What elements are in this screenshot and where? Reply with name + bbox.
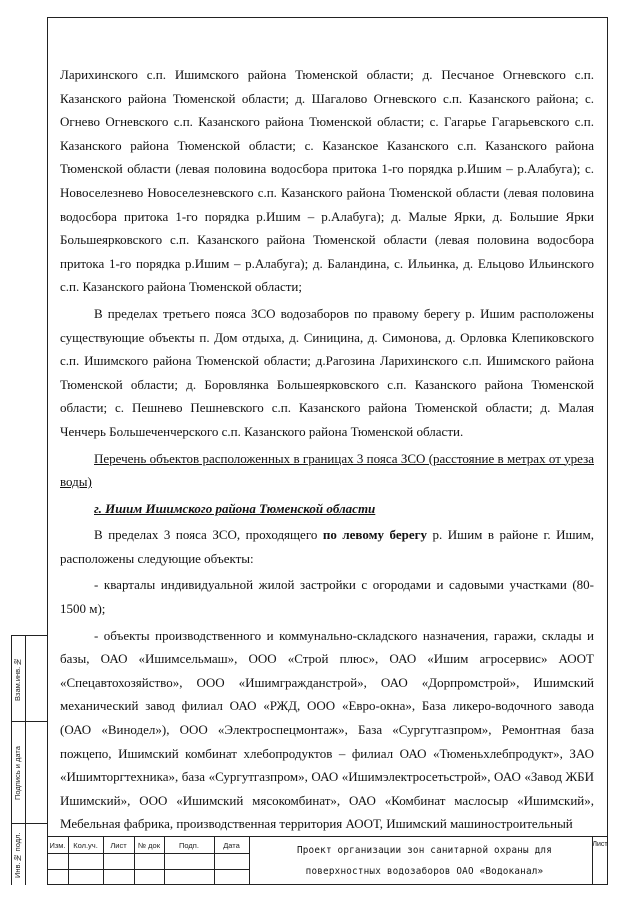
col-ndok: № док	[138, 841, 160, 850]
col-podp: Подп.	[179, 841, 199, 850]
sheet-number-label: Лист	[592, 841, 608, 848]
document-body	[60, 63, 594, 836]
section-heading	[60, 497, 594, 521]
side-stamp-signature-date-label: Подпись и дата	[13, 746, 22, 800]
side-stamp-divider	[12, 823, 48, 824]
col-kolich: Кол.уч.	[73, 841, 98, 850]
intro-text-c: р. Ишим в районе г. Ишим, расположены следующие объекты:	[60, 527, 594, 566]
intro-text-bold: по левому берегу	[322, 527, 427, 543]
title-block-row-line	[47, 853, 249, 854]
paragraph-objects-list-title: Перечень объектов расположенных в границах 3 пояса ЗСО (расстояние в метрах от уреза воды)	[60, 450, 594, 490]
intro-text-a: В пределах 3 пояса ЗСО, проходящего	[94, 527, 323, 543]
paragraph-residential-quarters: - кварталы индивидуальной жилой застройки с огородами и садовыми участками (80-1500 м);	[60, 577, 594, 617]
col-izm: Изм.	[49, 841, 66, 850]
col-list: Лист	[110, 841, 127, 850]
section-heading-text: г. Ишим Ишимского района Тюменской области	[94, 500, 376, 516]
side-stamp-divider	[12, 721, 48, 722]
project-title-line-2: поверхностных водозаборов ОАО «Водоканал»	[305, 866, 544, 877]
paragraph-left-bank-intro	[60, 523, 594, 570]
paragraph-right-bank: В пределах третьего пояса ЗСО водозаборов по правому берегу р. Ишим расположены существующие объекты п. Дом отдыха, д. Синицина, д. Симонова, д. Орловка Клепиковского с.п. Ишимского района Тюменской области; д.Рагозина Ларихинского с.п. Ишимского района Тюменской области; д. Боровлянка Большеярковского с.п. Казанского района Тюменской области; с. Пешнево Пешневского с.п. Казанского района Тюменской области; д. Малая Ченчерь Большеченчерского с.п. Казанского района Тюменской области.	[60, 305, 594, 439]
side-stamp-replace-inv-label: Взам.инв.№	[13, 657, 22, 701]
paragraph-industrial-objects: - объекты производственного и коммунально-складского назначения, гаражи, склады и базы, ОАО «Ишимсельмаш», ООО «Строй плюс», ОАО «Ишим агросервис» АООТ «Спецавтохозяйство», ООО «Ишимгражданстрой», ОАО «Дорпромстрой», Ишимский механический завод филиал ОАО «РЖД, ООО «Евро-окна», База ликеро-водочного завода (ОАО «Винодел»), ООО «Электроспецмонтаж», База «Сургутгазпром», Ремонтная база пожцепо, Ишимский комбинат хлебопродуктов – филиал ОАО «Тюменьхлебпродукт», ЗАО «Ишимторгтехника», база «Сургутгазпром», ОАО «Ишимэлектросетьстрой», ОАО «Завод ЖБИ Ишимский», ООО «Ишимский мясокомбинат», ОАО «Комбинат маслосыр «Ишимский», Мебельная фабрика, производственная территория АООТ, Ишимский машиностроительный	[60, 627, 594, 832]
col-data: Дата	[223, 841, 240, 850]
side-stamp	[11, 635, 47, 885]
title-block-row-line	[47, 869, 249, 870]
title-block-divider	[249, 837, 250, 885]
paragraph-settlements-left-bank: Ларихинского с.п. Ишимского района Тюменской области; д. Песчаное Огневского с.п. Казанского района Тюменской области; д. Шагалово Огневского с.п. Казанского района; с. Огнево Огневского с.п. Казанского района Тюменской области; с. Гагарье Гагарьевского с.п. Казанского района Тюменской области; с. Казанское Казанского с.п. Казанского района Тюменской области (левая половина водосбора притока 1-го порядка р.Ишим – р.Алабуга); с. Новоселезнево Новоселезневского с.п. Казанского района Тюменской области (левая половина водосбора притока 1-го порядка р.Ишим – р.Алабуга); д. Малые Ярки, д. Большие Ярки Большеярковского с.п. Казанского района Тюменской области (левая половина водосбора притока 1-го порядка р.Ишим – р.Алабуга); д. Баландина, с. Ильинка, д. Ельцово Ильинского с.п. Казанского района Тюменской области;	[60, 67, 594, 295]
side-stamp-inventory-label: Инв.№ подл.	[13, 832, 22, 878]
title-block	[47, 836, 608, 885]
title-block-project-name	[257, 840, 592, 882]
project-title-line-1: Проект организации зон санитарной охраны для	[296, 845, 553, 856]
